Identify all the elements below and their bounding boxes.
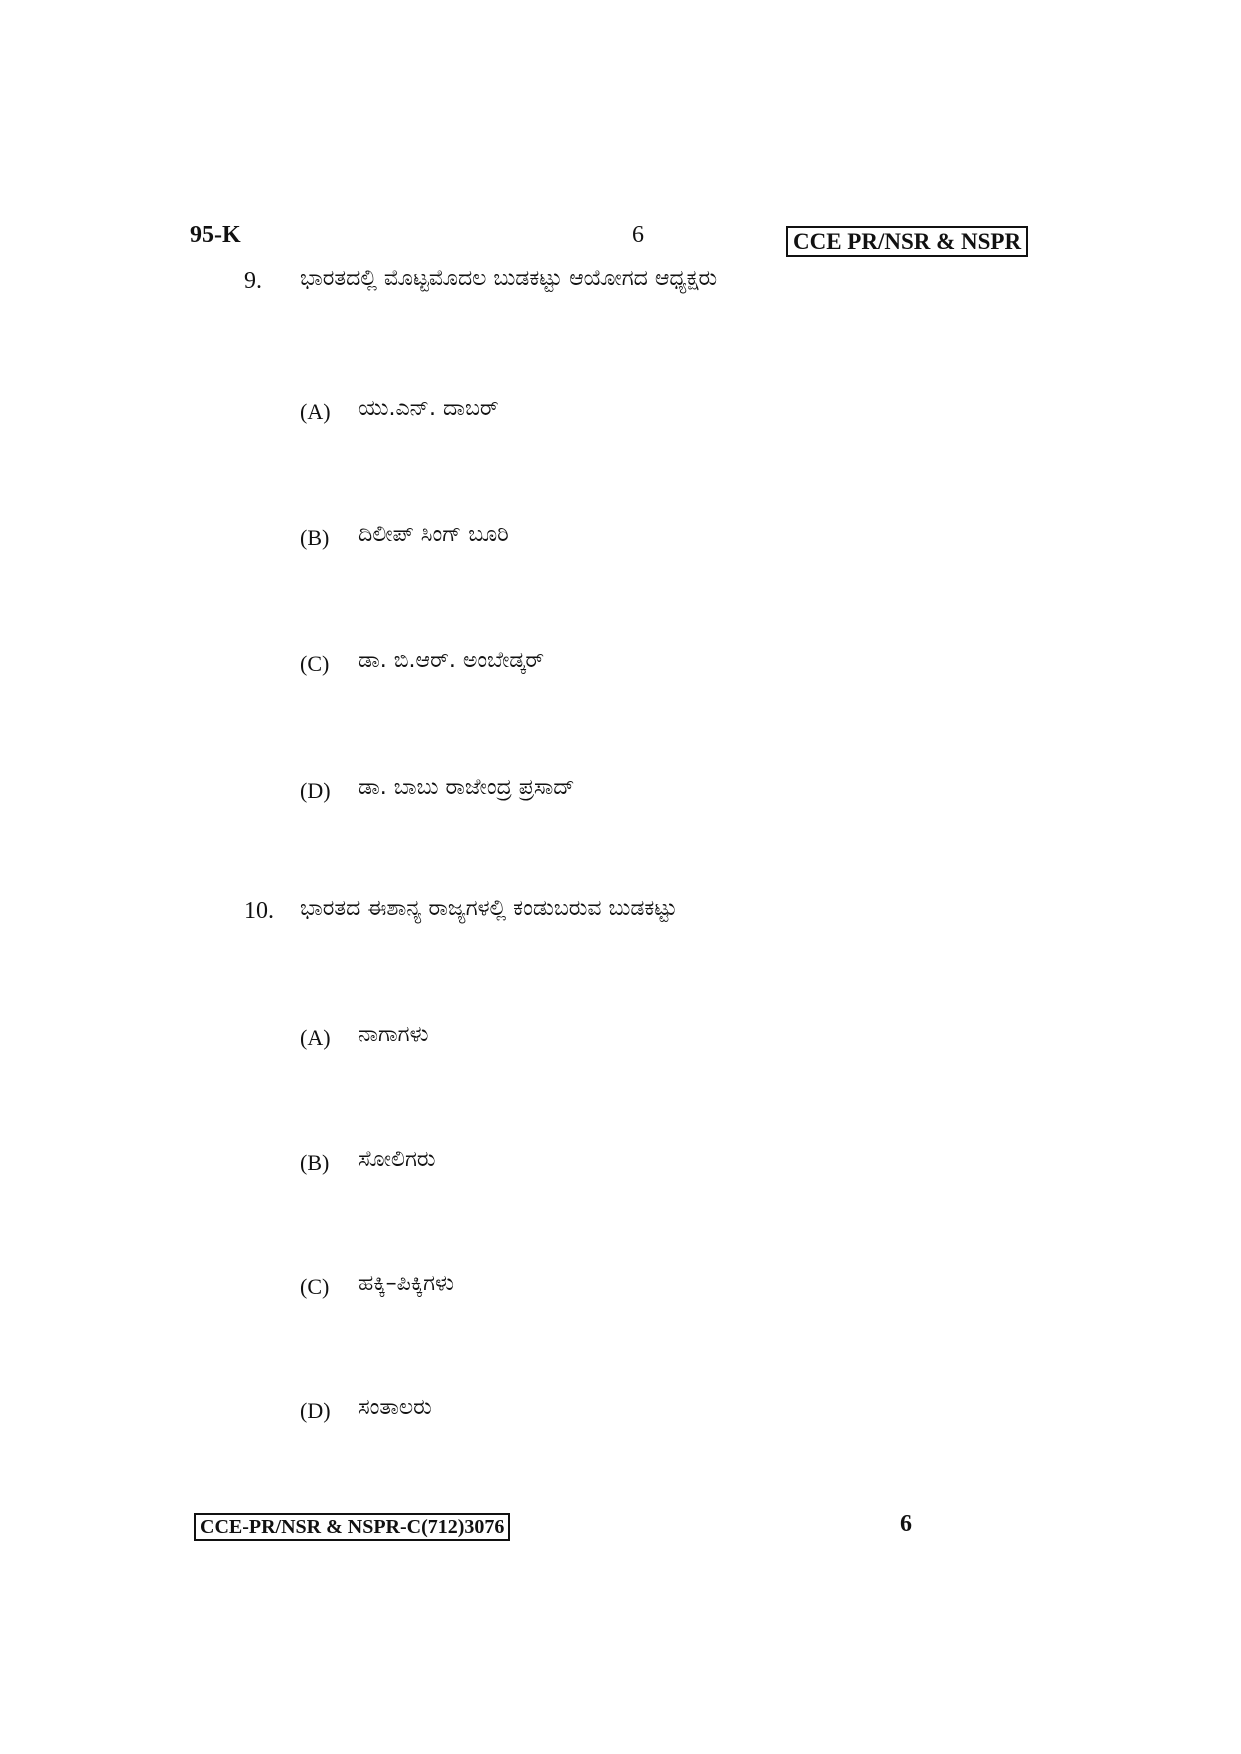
question-10-number: 10.	[244, 898, 274, 924]
q9-option-d-text: ಡಾ. ಬಾಬು ರಾಜೇಂದ್ರ ಪ್ರಸಾದ್	[358, 775, 575, 800]
q10-option-a-letter: (A)	[300, 1025, 331, 1050]
q9-option-b-letter: (B)	[300, 525, 330, 550]
page-number: 6	[632, 222, 644, 248]
q9-option-c-letter: (C)	[300, 651, 330, 676]
footer-code-box: CCE-PR/NSR & NSPR-C(712)3076	[194, 1513, 510, 1541]
q9-option-c-text: ಡಾ. ಬಿ.ಆರ್. ಅಂಬೇಡ್ಕರ್	[358, 648, 545, 673]
q9-option-b-text: ದಿಲೀಪ್ ಸಿಂಗ್ ಬೂರಿ	[358, 522, 509, 547]
q10-option-b-text: ಸೋಲಿಗರು	[358, 1147, 436, 1172]
q10-option-d-letter: (D)	[300, 1398, 331, 1423]
question-9-text: ಭಾರತದಲ್ಲಿ ಮೊಟ್ಟಮೊದಲ ಬುಡಕಟ್ಟು ಆಯೋಗದ ಆಧ್ಯಕ್ಷರು	[300, 266, 718, 291]
paper-code: 95-K	[190, 222, 241, 248]
q9-option-a-text: ಯು.ಎನ್. ದಾಬರ್	[358, 396, 499, 421]
q10-option-a-text: ನಾಗಾಗಳು	[358, 1022, 429, 1047]
q9-option-a-letter: (A)	[300, 399, 331, 424]
q10-option-c-text: ಹಕ್ಕಿ–ಪಿಕ್ಕಿಗಳು	[358, 1271, 454, 1296]
q9-option-d-letter: (D)	[300, 778, 331, 803]
footer-page-number: 6	[900, 1511, 912, 1537]
question-9-number: 9.	[244, 268, 262, 294]
q10-option-d-text: ಸಂತಾಲರು	[358, 1395, 432, 1420]
q10-option-b-letter: (B)	[300, 1150, 330, 1175]
exam-label-box: CCE PR/NSR & NSPR	[786, 226, 1028, 257]
q10-option-c-letter: (C)	[300, 1274, 330, 1299]
question-10-text: ಭಾರತದ ಈಶಾನ್ಯ ರಾಜ್ಯಗಳಲ್ಲಿ ಕಂಡುಬರುವ ಬುಡಕಟ್ಟು	[300, 896, 678, 921]
